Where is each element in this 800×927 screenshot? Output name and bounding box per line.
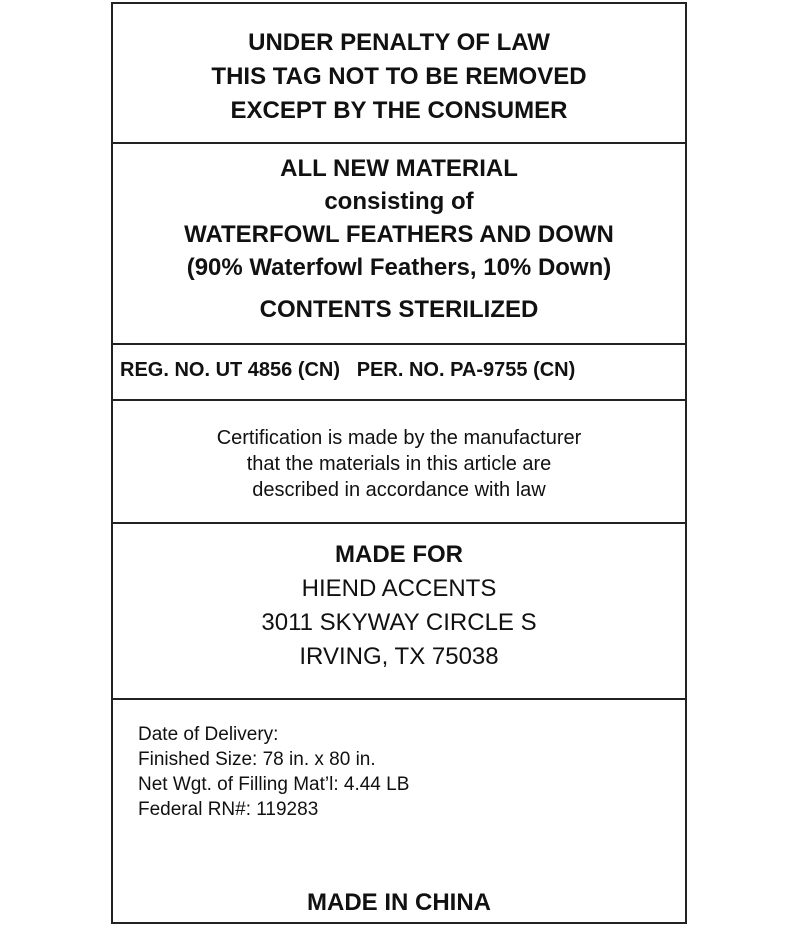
certification-line: Certification is made by the manufacturer bbox=[216, 427, 582, 449]
warning-line: THIS TAG NOT TO BE REMOVED bbox=[211, 63, 587, 90]
material-composition: (90% Waterfowl Feathers, 10% Down) bbox=[186, 254, 612, 281]
details-section bbox=[113, 700, 685, 924]
law-tag bbox=[111, 2, 687, 924]
country-of-origin: MADE IN CHINA bbox=[307, 889, 491, 916]
material-type: WATERFOWL FEATHERS AND DOWN bbox=[184, 221, 614, 248]
registration-line bbox=[120, 359, 575, 382]
warning-line: UNDER PENALTY OF LAW bbox=[248, 29, 550, 56]
federal-rn: Federal RN#: 119283 bbox=[138, 799, 319, 820]
material-heading: ALL NEW MATERIAL bbox=[280, 155, 518, 182]
warning-section bbox=[113, 4, 685, 144]
company-name: HIEND ACCENTS bbox=[301, 575, 497, 602]
registration-section bbox=[113, 345, 685, 401]
material-consisting: consisting of bbox=[324, 188, 474, 215]
net-weight: Net Wgt. of Filling Mat’l: 4.44 LB bbox=[138, 774, 410, 795]
date-of-delivery: Date of Delivery: bbox=[138, 724, 279, 745]
made-for-section bbox=[113, 524, 685, 700]
certification-section bbox=[113, 401, 685, 524]
street-address: 3011 SKYWAY CIRCLE S bbox=[261, 609, 537, 636]
per-number: PER. NO. PA-9755 (CN) bbox=[356, 359, 576, 381]
certification-line: that the materials in this article are bbox=[246, 453, 552, 475]
reg-number: REG. NO. UT 4856 (CN) bbox=[120, 359, 341, 381]
contents-sterilized: CONTENTS STERILIZED bbox=[259, 296, 539, 323]
city-state-zip: IRVING, TX 75038 bbox=[299, 643, 499, 670]
made-for-heading: MADE FOR bbox=[335, 541, 463, 568]
warning-line: EXCEPT BY THE CONSUMER bbox=[230, 97, 568, 124]
certification-line: described in accordance with law bbox=[252, 479, 546, 501]
finished-size: Finished Size: 78 in. x 80 in. bbox=[138, 749, 376, 770]
material-section bbox=[113, 144, 685, 345]
